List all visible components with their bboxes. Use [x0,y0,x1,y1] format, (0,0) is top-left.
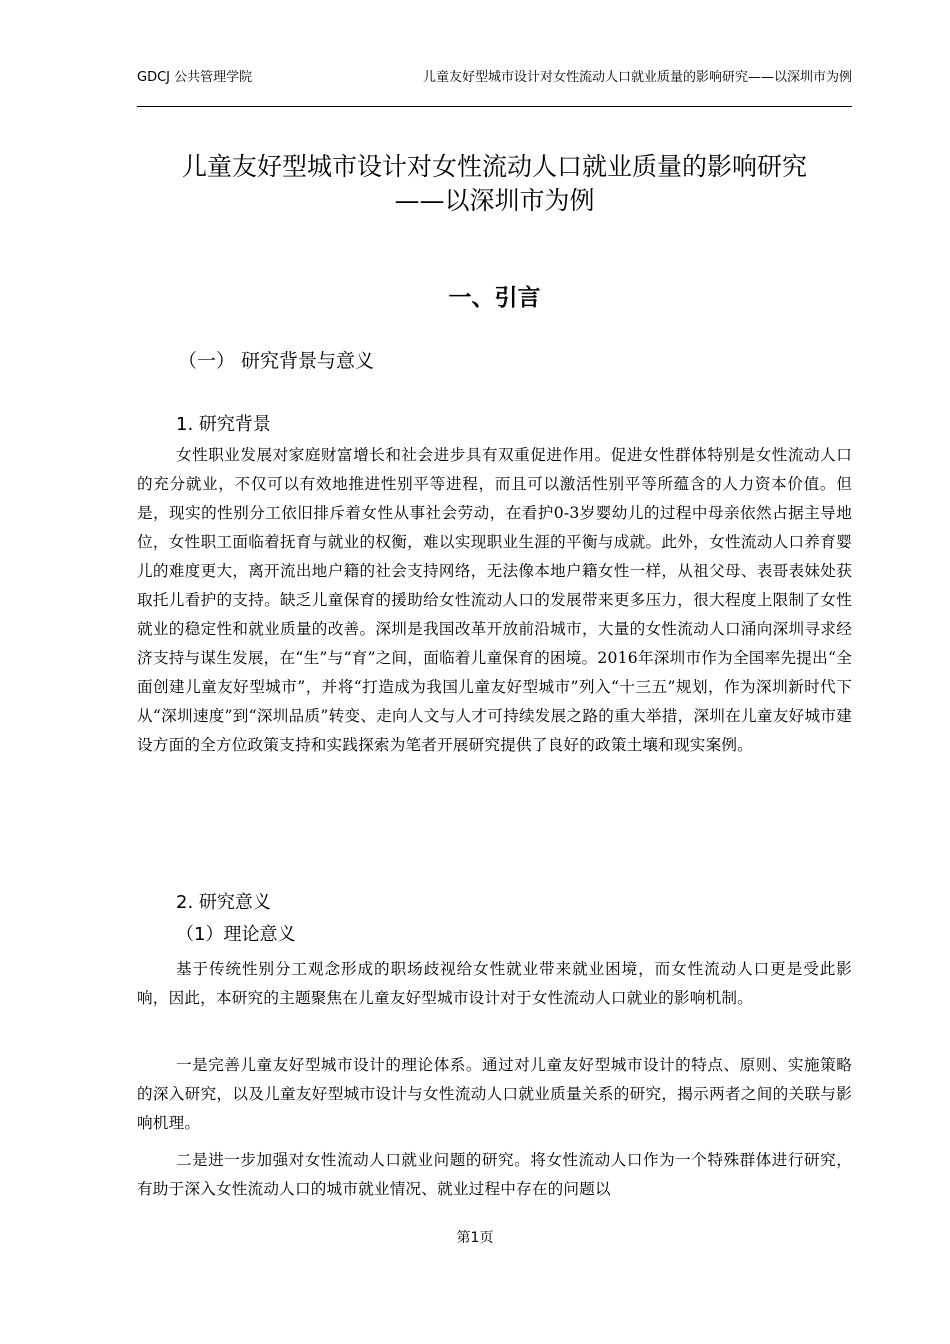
document-title-subtitle: ——以深圳市为例 [394,186,595,215]
header-institution: GDCJ 公共管理学院 [137,70,253,85]
heading-research-background: 1. 研究背景 [176,414,271,435]
subsection-heading-background-significance: （一） 研究背景与意义 [178,350,375,372]
heading-theoretical-significance: （1）理论意义 [176,924,296,945]
document-title [137,150,852,218]
page-header [137,66,852,107]
section-heading-introduction: 一、引言 [448,285,541,311]
heading-research-significance: 2. 研究意义 [176,892,271,913]
paragraph-research-background: 女性职业发展对家庭财富增长和社会进步具有双重促进作用。促进女性群体特别是女性流动人口的充分就业，不仅可以有效地推进性别平等进程，而且可以激活性别平等所蕴含的人力资本价值。但是，现实的性别分工依旧排斥着女性从事社会劳动，在看护0-3岁婴幼儿的过程中母亲依然占据主导地位，女性职工面临着抚育与就业的权衡，难以实现职业生涯的平衡与成就。此外，女性流动人口养育婴儿的难度更大，离开流出地户籍的社会支持网络，无法像本地户籍女性一样，从祖父母、表哥表妹处获取托儿看护的支持。缺乏儿童保育的援助给女性流动人口的发展带来更多压力，很大程度上限制了女性就业的稳定性和就业质量的改善。深圳是我国改革开放前沿城市，大量的女性流动人口涌向深圳寻求经济支持与谋生发展，在“生”与“育”之间，面临着儿童保育的困境。2016年深圳市作为全国率先提出“全面创建儿童友好型城市”，并将“打造成为我国儿童友好型城市”列入“十三五”规划，作为深圳新时代下从“深圳速度”到“深圳品质”转变、走向人文与人才可持续发展之路的重大举措，深圳在儿童友好城市建设方面的全方位政策支持和实践探索为笔者开展研究提供了良好的政策土壤和现实案例。 [137,446,852,754]
paragraph-point-two: 二是进一步加强对女性流动人口就业问题的研究。将女性流动人口作为一个特殊群体进行研究，有助于深入女性流动人口的城市就业情况、就业过程中存在的问题以 [137,1151,852,1198]
header-document-title: 儿童友好型城市设计对女性流动人口就业质量的影响研究——以深圳市为例 [422,70,852,85]
paragraph-theoretical-intro: 基于传统性别分工观念形成的职场歧视给女性就业带来就业困境，而女性流动人口更是受此影响，因此，本研究的主题聚焦在儿童友好型城市设计对于女性流动人口就业的影响机制。 [137,960,852,1007]
paragraph-point-one: 一是完善儿童友好型城市设计的理论体系。通过对儿童友好型城市设计的特点、原则、实施策略的深入研究，以及儿童友好型城市设计与女性流动人口就业质量关系的研究，揭示两者之间的关联与影响机理。 [137,1056,852,1132]
document-title-main: 儿童友好型城市设计对女性流动人口就业质量的影响研究 [181,152,807,181]
page-number: 第1页 [456,1230,494,1246]
